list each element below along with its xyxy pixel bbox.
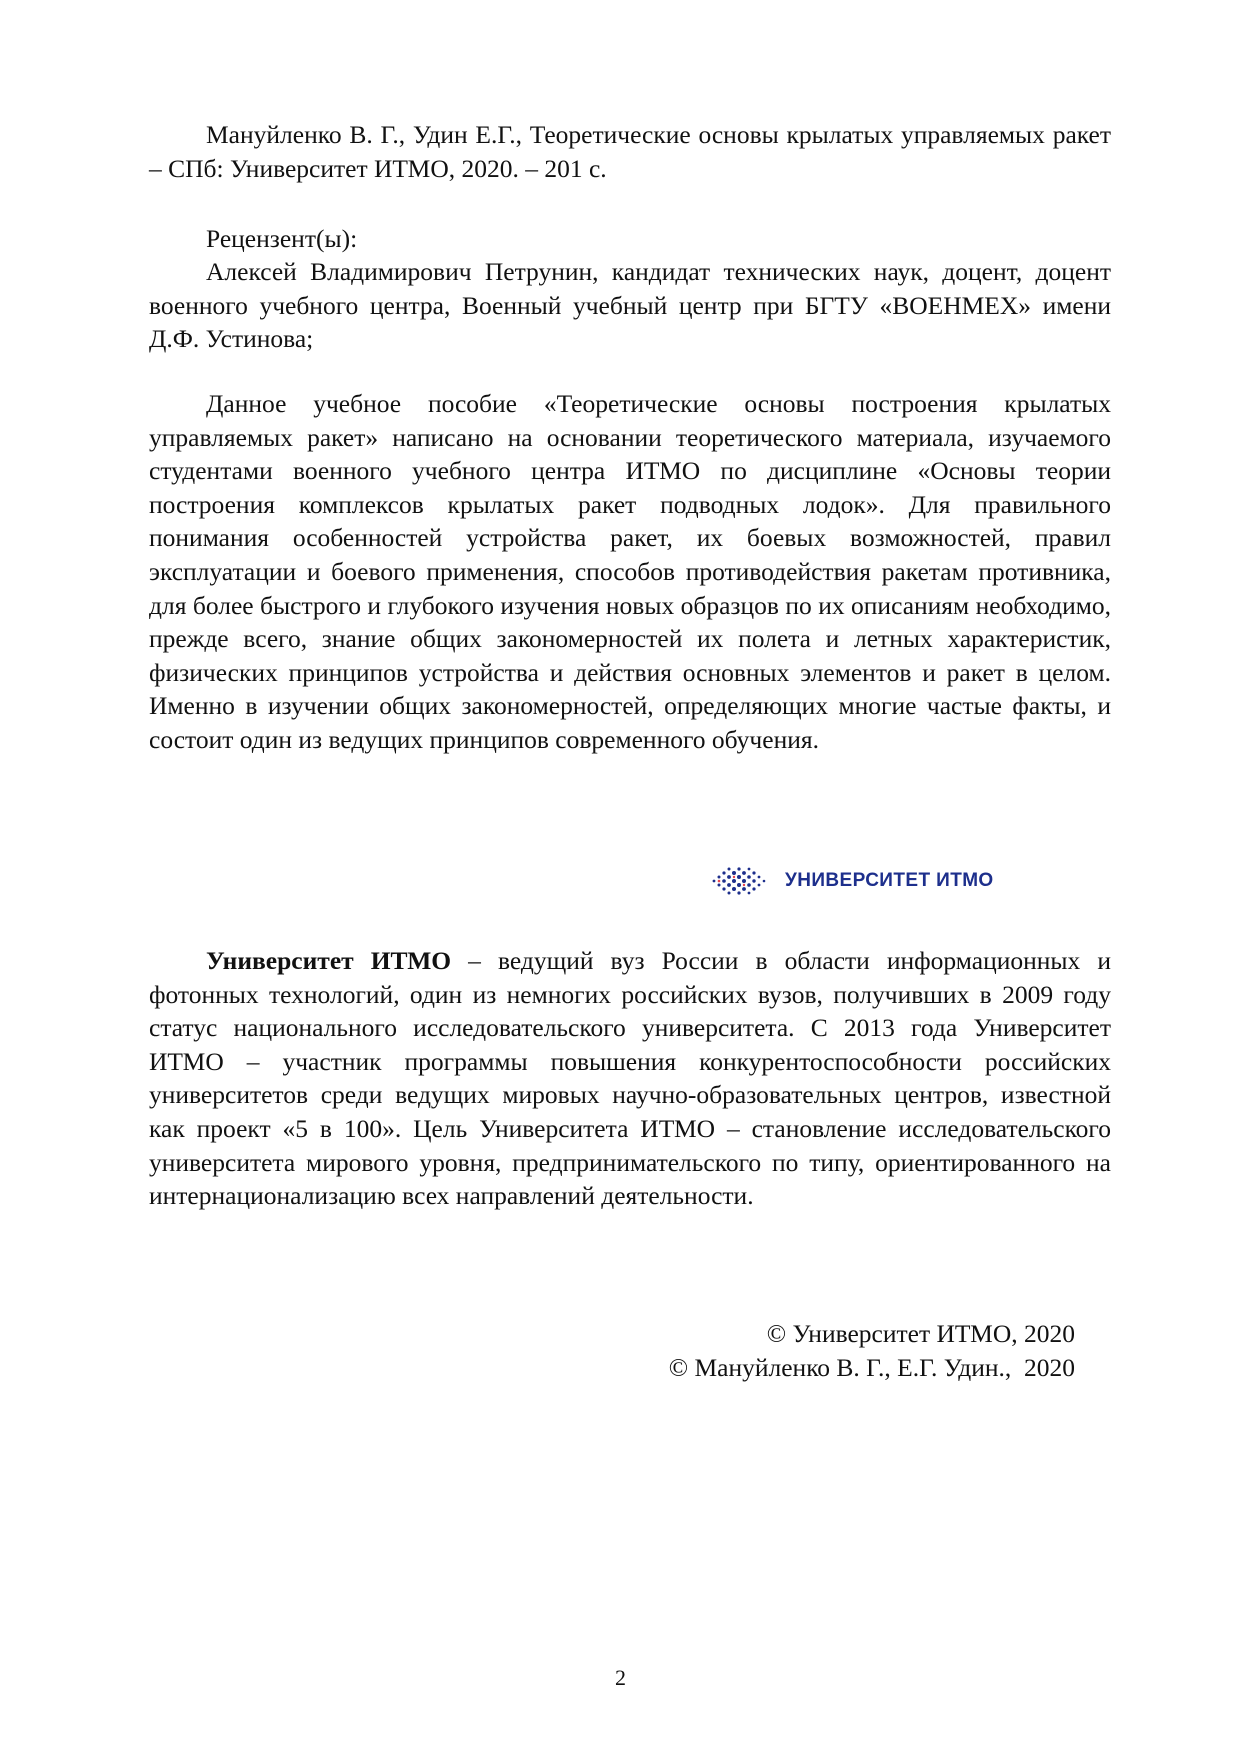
bibliographic-citation: Мануйленко В. Г., Удин Е.Г., Теоретические основы крылатых управляемых ракет – СПб: Университет ИТМО, 2020. – 201 с.: [149, 120, 1111, 183]
about-itmo-paragraph: [149, 944, 1111, 1213]
copyright-university: © Университет ИТМО, 2020: [766, 1319, 1075, 1348]
about-text: – ведущий вуз России в области информационных и фотонных технологий, один из немногих российских вузов, получивших в 2009 году статус национального исследовательского университета. С 2013 года Университет ИТМО – участник программы повышения конкурентоспособности российских университетов среди ведущих мировых научно-образовательных центров, известной как проект «5 в 100». Цель Университета ИТМО – становление исследовательского университета мирового уровня, предпринимательского по типу, ориентированного на интернационализацию всех направлений деятельности.: [149, 946, 1111, 1211]
itmo-logo: [711, 866, 994, 896]
about-bold-lead: Университет ИТМО: [206, 946, 452, 975]
logo-text: УНИВЕРСИТЕТ ИТМО: [785, 870, 994, 891]
page-number: 2: [615, 1665, 626, 1690]
copyright-authors: © Мануйленко В. Г., Е.Г. Удин., 2020: [668, 1353, 1075, 1382]
reviewers-heading: Рецензент(ы):: [206, 224, 358, 253]
reviewer-info: Алексей Владимирович Петрунин, кандидат технических наук, доцент, доцент военного учебного центра, Военный учебный центр при БГТУ «ВОЕНМЕХ» имени Д.Ф. Устинова;: [149, 257, 1111, 354]
annotation-paragraph: Данное учебное пособие «Теоретические основы построения крылатых управляемых ракет» написано на основании теоретического материала, изучаемого студентами военного учебного центра ИТМО по дисциплине «Основы теории построения комплексов крылатых ракет подводных лодок». Для правильного понимания особенностей устройства ракет, их боевых возможностей, правил эксплуатации и боевого применения, способов противодействия ракетам противника, для более быстрого и глубокого изучения новых образцов по их описаниям необходимо, прежде всего, знание общих закономерностей их полета и летных характеристик, физических принципов устройства и действия основных элементов и ракет в целом. Именно в изучении общих закономерностей, определяющих многие частые факты, и состоит один из ведущих принципов современного обучения.: [149, 389, 1111, 754]
itmo-dots-logo-icon: [711, 866, 775, 896]
